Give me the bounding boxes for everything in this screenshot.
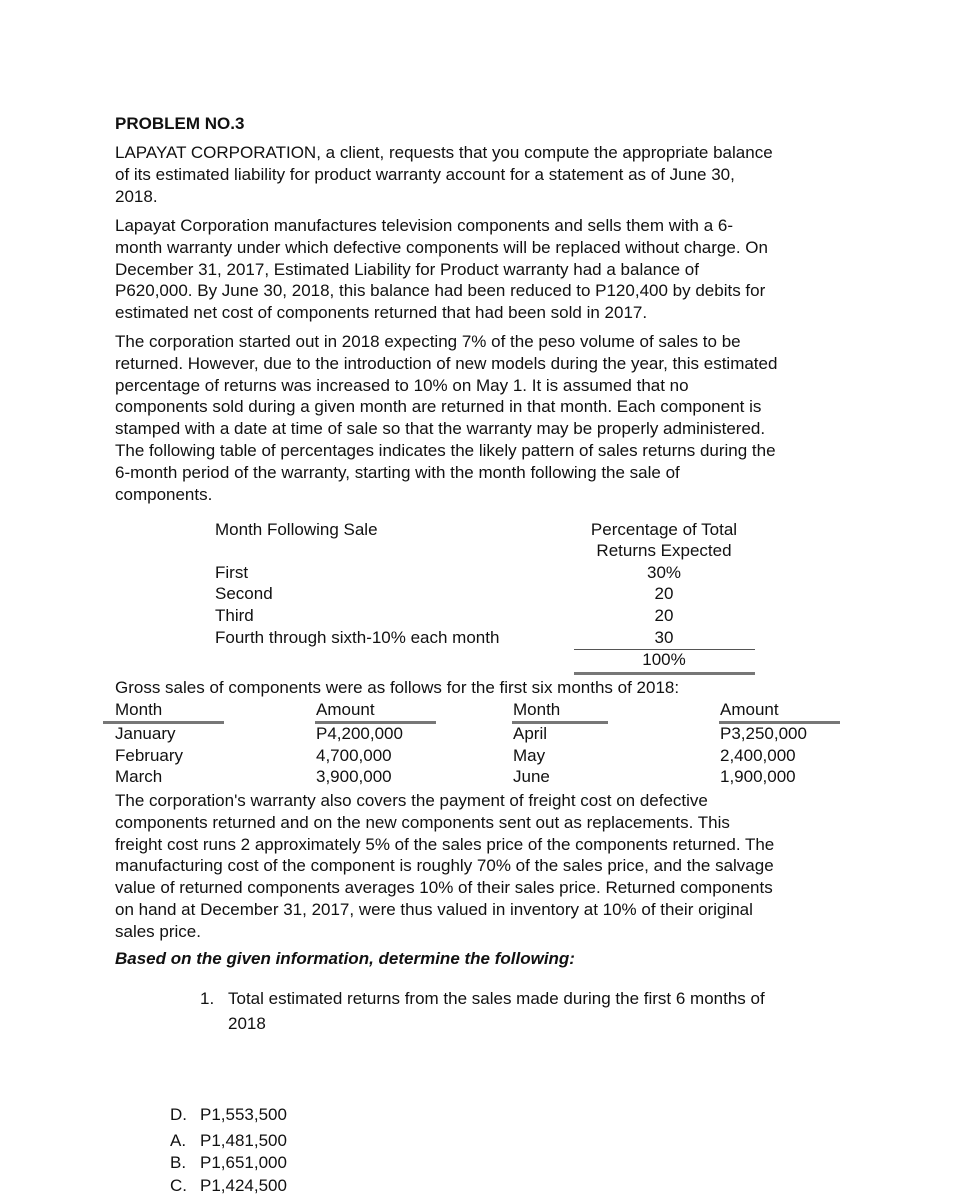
paragraph-line: Lapayat Corporation manufactures television components and sells them with a 6-: [115, 216, 734, 235]
sales-header-month: Month: [115, 700, 163, 719]
option-letter: A.: [170, 1131, 187, 1150]
question-text-line1: Total estimated returns from the sales made during the first 6 months of: [228, 989, 765, 1008]
returns-total: 100%: [642, 650, 686, 669]
option-value: P1,481,500: [200, 1131, 287, 1150]
sales-month: June: [513, 767, 550, 787]
returns-row-label: Second: [215, 584, 273, 603]
sales-amount: 1,900,000: [720, 767, 796, 787]
option-value: P1,553,500: [200, 1105, 287, 1124]
sales-header-amount: Amount: [316, 700, 375, 719]
sales-amount: P4,200,000: [316, 724, 403, 743]
paragraph-line: returned. However, due to the introduction of new models during the year, this estimated: [115, 353, 778, 373]
sales-amount: P3,250,000: [720, 724, 807, 743]
paragraph-line: components sold during a given month are returned in that month. Each component is: [115, 397, 762, 417]
sales-header-amount: Amount: [720, 700, 779, 719]
paragraph-line: of its estimated liability for product warranty account for a statement as of June 30,: [115, 164, 735, 184]
paragraph-line: 6-month period of the warranty, starting with the month following the sale of: [115, 462, 680, 482]
paragraph-line: The corporation started out in 2018 expecting 7% of the peso volume of sales to be: [115, 332, 741, 351]
paragraph-line: The corporation's warranty also covers the payment of freight cost on defective: [115, 791, 708, 810]
sales-intro: Gross sales of components were as follows for the first six months of 2018:: [115, 678, 680, 697]
returns-header-right-2: Returns Expected: [596, 541, 732, 560]
paragraph-line: components returned and on the new components sent out as replacements. This: [115, 812, 730, 832]
paragraph-line: stamped with a date at time of sale so that the warranty may be properly administered.: [115, 419, 766, 439]
paragraph-background: [115, 215, 768, 324]
returns-row-value: 30: [654, 628, 674, 647]
option-value: P1,424,500: [200, 1176, 287, 1195]
sales-header-month: Month: [513, 700, 561, 719]
paragraph-request: [115, 142, 773, 207]
option-letter: B.: [170, 1153, 187, 1172]
sales-month: May: [513, 745, 546, 765]
paragraph-line: LAPAYAT CORPORATION, a client, requests that you compute the appropriate balance: [115, 143, 773, 162]
paragraph-line: December 31, 2017, Estimated Liability for Product warranty had a balance of: [115, 259, 699, 279]
sales-month: February: [115, 745, 184, 765]
instruction: Based on the given information, determine the following:: [115, 949, 575, 968]
total-double-rule: [574, 672, 755, 675]
sales-amount: 4,700,000: [316, 745, 392, 765]
paragraph-freight: [115, 790, 774, 943]
paragraph-line: estimated net cost of components returned that had been sold in 2017.: [115, 303, 648, 323]
paragraph-returns-pattern: [115, 331, 777, 505]
option-letter: D.: [170, 1105, 187, 1124]
paragraph-line: P620,000. By June 30, 2018, this balance had been reduced to P120,400 by debits for: [115, 281, 766, 301]
paragraph-line: freight cost runs 2 approximately 5% of the sales price of the components returned. The: [115, 834, 775, 854]
question-number: 1.: [200, 989, 215, 1008]
option-value: P1,651,000: [200, 1153, 287, 1172]
sales-month: April: [513, 724, 548, 743]
question-text-line2: 2018: [228, 1014, 266, 1033]
paragraph-line: value of returned components averages 10% of their sales price. Returned components: [115, 878, 773, 898]
paragraph-line: percentage of returns was increased to 10% on May 1. It is assumed that no: [115, 375, 689, 395]
returns-row-label: Third: [215, 606, 254, 625]
returns-row-value: 20: [654, 606, 674, 625]
returns-header-left: Month Following Sale: [215, 520, 378, 539]
problem-title: PROBLEM NO.3: [115, 114, 245, 133]
returns-row-value: 30%: [646, 563, 682, 582]
sales-amount: 2,400,000: [720, 745, 796, 765]
paragraph-line: sales price.: [115, 921, 201, 941]
returns-row-label: First: [215, 563, 249, 582]
paragraph-line: 2018.: [115, 186, 158, 206]
paragraph-line: components.: [115, 484, 213, 504]
paragraph-line: The following table of percentages indicates the likely pattern of sales returns during the: [115, 440, 776, 460]
sales-month: March: [115, 767, 163, 787]
returns-row-label: Fourth through sixth-10% each month: [215, 628, 500, 647]
sales-amount: 3,900,000: [316, 767, 392, 787]
sales-month: January: [115, 724, 176, 743]
paragraph-line: on hand at December 31, 2017, were thus valued in inventory at 10% of their original: [115, 899, 753, 919]
paragraph-line: month warranty under which defective components will be replaced without charge. On: [115, 237, 768, 257]
option-letter: C.: [170, 1176, 187, 1195]
returns-header-right-1: Percentage of Total: [590, 520, 738, 539]
returns-row-value: 20: [654, 584, 674, 603]
paragraph-line: manufacturing cost of the component is roughly 70% of the sales price, and the salvage: [115, 856, 774, 876]
